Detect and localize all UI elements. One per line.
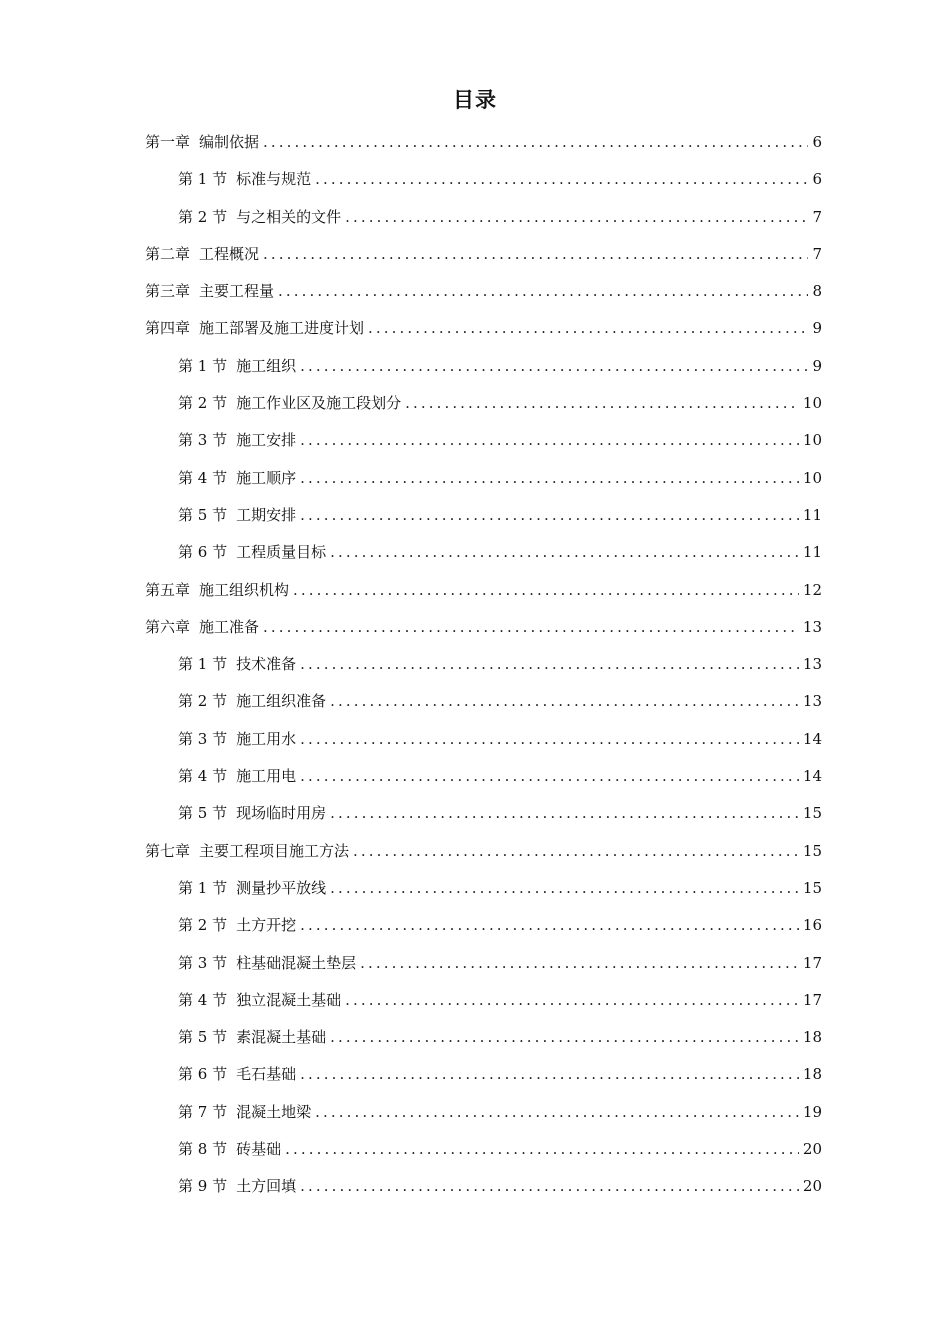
toc-page-number: 11 [802,505,822,524]
toc-entry-label [178,534,326,571]
toc-entry-number: 第 8 节 [178,1140,228,1159]
toc-entry-title: 测量抄平放线 [236,878,327,897]
toc-dot-leader [300,348,808,385]
toc-entry-number: 第 5 节 [178,1028,228,1047]
toc-chapter-entry[interactable] [145,833,822,870]
toc-entry-label [178,1094,311,1131]
toc-section-entry[interactable] [145,945,822,982]
toc-entry-title: 施工用水 [236,729,297,748]
toc-entry-label [145,609,259,646]
toc-page-number: 10 [802,431,822,450]
toc-dot-leader [330,1019,799,1056]
toc-dot-leader [263,124,808,161]
toc-chapter-entry[interactable] [145,609,822,646]
toc-entry-title: 土方回填 [236,1177,297,1196]
toc-entry-title: 土方开挖 [236,916,297,935]
toc-entry-title: 工期安排 [236,505,297,524]
toc-page-number: 10 [802,468,822,487]
toc-section-entry[interactable] [145,497,822,534]
toc-page-number: 20 [802,1140,822,1159]
toc-dot-leader [293,572,799,609]
toc-page-number: 20 [802,1177,822,1196]
toc-chapter-entry[interactable] [145,572,822,609]
toc-entry-label [178,1168,296,1205]
toc-dot-leader [278,273,808,310]
toc-entry-title: 施工顺序 [236,468,297,487]
toc-section-entry[interactable] [145,870,822,907]
toc-entry-title: 施工部署及施工进度计划 [199,319,365,338]
toc-dot-leader [300,646,799,683]
toc-entry-number: 第三章 [145,282,191,301]
toc-page-number: 14 [802,729,822,748]
toc-section-entry[interactable] [145,161,822,198]
toc-entry-label [145,124,259,161]
toc-entry-number: 第 3 节 [178,431,228,450]
toc-section-entry[interactable] [145,683,822,720]
toc-entry-title: 标准与规范 [236,170,312,189]
toc-entry-number: 第 2 节 [178,916,228,935]
toc-entry-title: 毛石基础 [236,1065,297,1084]
toc-page-number: 17 [802,990,822,1009]
toc-dot-leader [330,870,799,907]
toc-entry-title: 主要工程量 [199,282,275,301]
toc-chapter-entry[interactable] [145,273,822,310]
toc-entry-label [178,422,296,459]
toc-entry-label [145,572,289,609]
toc-page-number: 19 [802,1102,822,1121]
toc-page-number: 18 [802,1028,822,1047]
toc-entry-label [178,795,326,832]
toc-entry-title: 素混凝土基础 [236,1028,327,1047]
toc-page-number: 10 [802,394,822,413]
toc-entry-title: 独立混凝土基础 [236,990,342,1009]
toc-entry-label [145,833,349,870]
toc-page-number: 18 [802,1065,822,1084]
toc-section-entry[interactable] [145,646,822,683]
toc-section-entry[interactable] [145,795,822,832]
toc-section-entry[interactable] [145,1056,822,1093]
toc-entry-title: 砖基础 [236,1140,282,1159]
toc-entry-number: 第 1 节 [178,655,228,674]
toc-page-number: 13 [802,655,822,674]
toc-page-number: 11 [802,543,822,562]
toc-dot-leader [368,310,808,347]
toc-entry-label [178,460,296,497]
toc-page-number: 9 [812,319,822,338]
toc-section-entry[interactable] [145,422,822,459]
toc-page-number: 6 [812,170,822,189]
toc-dot-leader [300,721,799,758]
toc-entry-label [178,1056,296,1093]
toc-entry-number: 第 1 节 [178,878,228,897]
toc-entry-number: 第 1 节 [178,170,228,189]
toc-dot-leader [300,758,799,795]
toc-entry-number: 第七章 [145,841,191,860]
toc-entry-label [178,982,341,1019]
table-of-contents [145,124,822,1206]
toc-entry-number: 第 4 节 [178,767,228,786]
toc-page-number: 14 [802,767,822,786]
toc-chapter-entry[interactable] [145,310,822,347]
toc-page-number: 15 [802,841,822,860]
toc-section-entry[interactable] [145,385,822,422]
toc-entry-title: 施工组织 [236,356,297,375]
toc-section-entry[interactable] [145,1094,822,1131]
toc-dot-leader [300,422,799,459]
toc-section-entry[interactable] [145,721,822,758]
toc-entry-label [178,199,341,236]
toc-dot-leader [300,1168,799,1205]
toc-entry-title: 与之相关的文件 [236,207,342,226]
toc-section-entry[interactable] [145,982,822,1019]
toc-entry-number: 第 2 节 [178,394,228,413]
toc-entry-label [178,646,296,683]
toc-section-entry[interactable] [145,1131,822,1168]
toc-entry-title: 编制依据 [199,133,260,151]
toc-dot-leader [353,833,799,870]
toc-entry-title: 施工作业区及施工段划分 [236,394,402,413]
toc-entry-title: 技术准备 [236,655,297,674]
toc-entry-label [178,758,296,795]
toc-chapter-entry[interactable] [145,236,822,273]
toc-entry-label [145,273,274,310]
toc-dot-leader [315,1094,799,1131]
toc-page-number: 17 [802,953,822,972]
toc-entry-number: 第 2 节 [178,692,228,711]
toc-entry-number: 第 4 节 [178,990,228,1009]
toc-dot-leader [405,385,799,422]
toc-entry-label [178,497,296,534]
toc-entry-label [145,310,364,347]
toc-entry-number: 第 6 节 [178,1065,228,1084]
toc-dot-leader [263,609,799,646]
toc-dot-leader [345,199,808,236]
toc-chapter-entry[interactable] [145,124,822,161]
toc-entry-label [178,348,296,385]
toc-entry-title: 主要工程项目施工方法 [199,841,350,860]
toc-dot-leader [300,497,799,534]
toc-entry-number: 第四章 [145,319,191,338]
toc-entry-number: 第 5 节 [178,505,228,524]
toc-entry-number: 第五章 [145,580,191,599]
toc-entry-title: 工程质量目标 [236,543,327,562]
toc-entry-title: 施工组织机构 [199,580,290,599]
toc-entry-number: 第 5 节 [178,804,228,823]
toc-dot-leader [300,907,799,944]
toc-page-number: 7 [812,244,822,263]
toc-section-entry[interactable] [145,907,822,944]
toc-page-number: 13 [802,692,822,711]
toc-dot-leader [330,795,799,832]
toc-section-entry[interactable] [145,1168,822,1205]
toc-dot-leader [263,236,808,273]
toc-entry-label [178,1019,326,1056]
toc-entry-number: 第 4 节 [178,468,228,487]
toc-entry-number: 第二章 [145,244,191,263]
toc-entry-label [178,907,296,944]
toc-entry-label [178,721,296,758]
toc-dot-leader [315,161,808,198]
toc-dot-leader [330,683,799,720]
toc-entry-title: 柱基础混凝土垫层 [236,953,357,972]
toc-entry-label [178,161,311,198]
toc-page-number: 13 [802,617,822,636]
toc-page-number: 8 [812,282,822,301]
toc-section-entry[interactable] [145,460,822,497]
toc-entry-title: 施工准备 [199,617,260,636]
page-title: 目录 [453,88,497,112]
toc-section-entry[interactable] [145,534,822,571]
toc-dot-leader [345,982,799,1019]
toc-page-number: 15 [802,804,822,823]
toc-dot-leader [360,945,799,982]
toc-entry-number: 第一章 [145,133,191,151]
toc-entry-title: 施工用电 [236,767,297,786]
toc-entry-number: 第 2 节 [178,207,228,226]
toc-dot-leader [300,460,799,497]
toc-entry-title: 混凝土地梁 [236,1102,312,1121]
toc-entry-number: 第 3 节 [178,729,228,748]
toc-entry-number: 第 9 节 [178,1177,228,1196]
toc-entry-number: 第 7 节 [178,1102,228,1121]
toc-dot-leader [300,1056,799,1093]
toc-entry-label [178,870,326,907]
toc-entry-label [178,683,326,720]
toc-section-entry[interactable] [145,348,822,385]
toc-entry-title: 现场临时用房 [236,804,327,823]
toc-entry-title: 工程概况 [199,244,260,263]
toc-dot-leader [330,534,799,571]
toc-page-number: 15 [802,878,822,897]
toc-section-entry[interactable] [145,758,822,795]
toc-dot-leader [285,1131,799,1168]
toc-page-number: 7 [812,207,822,226]
toc-entry-label [178,385,401,422]
toc-entry-label [178,945,356,982]
toc-page-number: 16 [802,916,822,935]
toc-entry-title: 施工组织准备 [236,692,327,711]
toc-page-number: 6 [812,133,822,151]
toc-entry-number: 第 3 节 [178,953,228,972]
toc-entry-title: 施工安排 [236,431,297,450]
toc-entry-number: 第 1 节 [178,356,228,375]
toc-entry-label [178,1131,281,1168]
toc-page-number: 9 [812,356,822,375]
toc-section-entry[interactable] [145,199,822,236]
toc-page-number: 12 [802,580,822,599]
toc-entry-number: 第六章 [145,617,191,636]
toc-section-entry[interactable] [145,1019,822,1056]
toc-entry-label [145,236,259,273]
toc-entry-number: 第 6 节 [178,543,228,562]
